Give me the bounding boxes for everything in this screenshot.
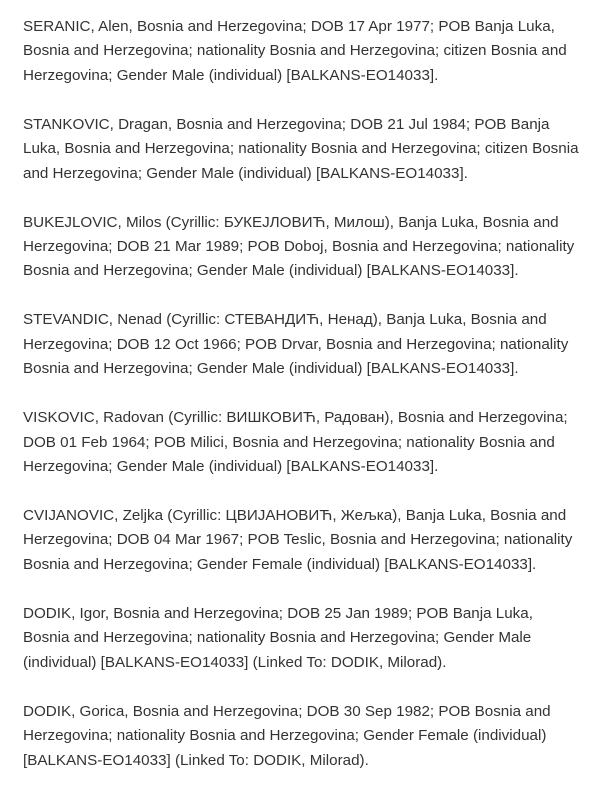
entry-cvijanovic-zeljka: CVIJANOVIC, Zeljka (Cyrillic: ЦВИЈАНОВИЋ, Жељка), Banja Luka, Bosnia and Herzegovina; DOB 04 Mar 1967; POB Teslic, Bosnia and Herzegovina; nationality Bosnia and Herzegovina; Gender Female (individual) [BALKANS-EO14033].	[23, 507, 573, 573]
entry-dodik-gorica: DODIK, Gorica, Bosnia and Herzegovina; DOB 30 Sep 1982; POB Bosnia and Herzegovina; nationality Bosnia and Herzegovina; Gender Female (individual) [BALKANS-EO14033] (Linked To: DODIK, Milorad).	[23, 702, 551, 769]
entry-stevandic-nenad: STEVANDIC, Nenad (Cyrillic: СТЕВАНДИЋ, Ненад), Banja Luka, Bosnia and Herzegovina; DOB 12 Oct 1966; POB Drvar, Bosnia and Herzegovina; nationality Bosnia and Herzegovina; Gender Male (individual) [BALKANS-EO14033].	[23, 311, 569, 378]
entry-bukejlovic-milos: BUKEJLOVIC, Milos (Cyrillic: БУКЕЈЛОВИЋ, Милош), Banja Luka, Bosnia and Herzegovina; DOB 21 Mar 1989; POB Doboj, Bosnia and Herzegovina; nationality Bosnia and Herzegovina; Gender Male (individual) [BALKANS-EO14033].	[23, 213, 575, 280]
entry-stankovic-dragan: STANKOVIC, Dragan, Bosnia and Herzegovina; DOB 21 Jul 1984; POB Banja Luka, Bosnia and Herzegovina; nationality Bosnia and Herzegovina; citizen Bosnia and Herzegovina; Gender Male (individual) [BALKANS-EO14033].	[23, 115, 579, 182]
entry-seranic-alen: SERANIC, Alen, Bosnia and Herzegovina; DOB 17 Apr 1977; POB Banja Luka, Bosnia and Herzegovina; nationality Bosnia and Herzegovina; citizen Bosnia and Herzegovina; Gender Male (individual) [BALKANS-EO14033].	[23, 18, 567, 84]
entry-dodik-igor: DODIK, Igor, Bosnia and Herzegovina; DOB 25 Jan 1989; POB Banja Luka, Bosnia and Herzegovina; nationality Bosnia and Herzegovina; Gender Male (individual) [BALKANS-EO14033] (Linked To: DODIK, Milorad).	[23, 604, 533, 671]
sanctions-list	[23, 15, 583, 798]
entry-viskovic-radovan: VISKOVIC, Radovan (Cyrillic: ВИШКОВИЋ, Радован), Bosnia and Herzegovina; DOB 01 Feb 1964; POB Milici, Bosnia and Herzegovina; nationality Bosnia and Herzegovina; Gender Male (individual) [BALKANS-EO14033].	[23, 409, 568, 476]
